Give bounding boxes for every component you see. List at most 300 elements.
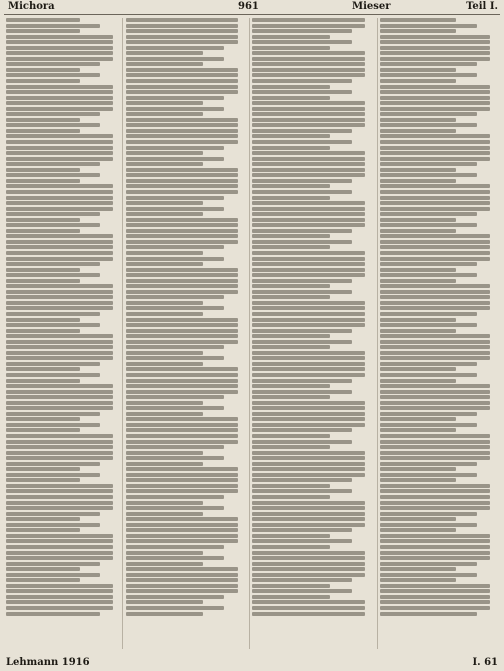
entry-line-placeholder	[252, 223, 365, 227]
entry-line-placeholder	[380, 295, 490, 299]
entry-line-placeholder	[6, 495, 113, 499]
entry-line-placeholder	[252, 18, 365, 22]
entry-line-placeholder	[252, 168, 365, 172]
entry-line-placeholder	[252, 212, 365, 216]
entry-line-placeholder	[6, 223, 100, 227]
entry-line-placeholder	[6, 279, 80, 283]
entry-line-placeholder	[252, 262, 365, 266]
entry-line-placeholder	[126, 595, 224, 599]
entry-line-placeholder	[380, 478, 456, 482]
entry-column-2	[126, 18, 246, 649]
entry-line-placeholder	[126, 334, 238, 338]
entry-line-placeholder	[126, 534, 238, 538]
entry-line-placeholder	[6, 595, 113, 599]
entry-line-placeholder	[252, 190, 352, 194]
entry-line-placeholder	[126, 445, 224, 449]
entry-line-placeholder	[126, 362, 203, 366]
entry-line-placeholder	[380, 456, 490, 460]
entry-line-placeholder	[126, 168, 238, 172]
entry-line-placeholder	[252, 351, 365, 355]
entry-line-placeholder	[126, 40, 238, 44]
entry-line-placeholder	[380, 612, 477, 616]
entry-line-placeholder	[126, 140, 238, 144]
entry-line-placeholder	[380, 595, 490, 599]
entry-line-placeholder	[126, 379, 238, 383]
entry-line-placeholder	[6, 123, 100, 127]
entry-line-placeholder	[6, 473, 100, 477]
entry-line-placeholder	[126, 584, 238, 588]
entry-line-placeholder	[380, 451, 490, 455]
entry-line-placeholder	[126, 18, 238, 22]
entry-line-placeholder	[252, 201, 365, 205]
entry-line-placeholder	[6, 68, 80, 72]
entry-line-placeholder	[380, 379, 456, 383]
entry-line-placeholder	[126, 312, 203, 316]
entry-line-placeholder	[126, 257, 224, 261]
header-left-word: Michora	[8, 1, 55, 12]
entry-line-placeholder	[252, 600, 365, 604]
entry-line-placeholder	[380, 334, 490, 338]
entry-line-placeholder	[252, 556, 365, 560]
entry-line-placeholder	[252, 318, 365, 322]
entry-line-placeholder	[126, 24, 238, 28]
entry-line-placeholder	[380, 123, 477, 127]
entry-line-placeholder	[126, 451, 203, 455]
entry-line-placeholder	[380, 229, 456, 233]
entry-line-placeholder	[126, 184, 238, 188]
entry-line-placeholder	[252, 273, 365, 277]
entry-line-placeholder	[6, 318, 80, 322]
entry-line-placeholder	[6, 218, 80, 222]
entry-line-placeholder	[252, 440, 352, 444]
entry-line-placeholder	[126, 606, 224, 610]
entry-line-placeholder	[126, 212, 203, 216]
header-rule	[4, 14, 500, 15]
entry-line-placeholder	[380, 262, 477, 266]
entry-line-placeholder	[6, 528, 80, 532]
entry-line-placeholder	[252, 567, 365, 571]
entry-line-placeholder	[6, 367, 80, 371]
entry-line-placeholder	[380, 212, 477, 216]
entry-line-placeholder	[380, 35, 490, 39]
entry-line-placeholder	[252, 362, 365, 366]
entry-line-placeholder	[6, 295, 113, 299]
entry-line-placeholder	[6, 551, 113, 555]
entry-line-placeholder	[126, 390, 238, 394]
entry-line-placeholder	[380, 40, 490, 44]
entry-line-placeholder	[126, 96, 224, 100]
entry-line-placeholder	[380, 512, 477, 516]
entry-line-placeholder	[252, 162, 365, 166]
entry-line-placeholder	[380, 190, 490, 194]
entry-line-placeholder	[6, 79, 80, 83]
entry-line-placeholder	[6, 107, 113, 111]
entry-column-3	[252, 18, 374, 649]
entry-line-placeholder	[252, 184, 330, 188]
page-number: 961	[238, 1, 259, 12]
entry-line-placeholder	[6, 417, 80, 421]
entry-line-placeholder	[126, 162, 203, 166]
entry-line-placeholder	[6, 101, 113, 105]
entry-line-placeholder	[380, 589, 490, 593]
entry-line-placeholder	[6, 556, 113, 560]
entry-line-placeholder	[252, 24, 365, 28]
entry-line-placeholder	[126, 134, 238, 138]
entry-line-placeholder	[380, 79, 456, 83]
entry-line-placeholder	[126, 356, 224, 360]
entry-line-placeholder	[380, 484, 490, 488]
entry-line-placeholder	[6, 534, 113, 538]
entry-line-placeholder	[126, 79, 238, 83]
entry-line-placeholder	[252, 478, 352, 482]
entry-line-placeholder	[380, 306, 490, 310]
entry-line-placeholder	[252, 329, 352, 333]
entry-line-placeholder	[126, 173, 238, 177]
entry-line-placeholder	[126, 35, 238, 39]
entry-line-placeholder	[252, 395, 330, 399]
entry-line-placeholder	[380, 62, 477, 66]
entry-line-placeholder	[252, 323, 365, 327]
entry-line-placeholder	[252, 406, 365, 410]
entry-line-placeholder	[252, 57, 365, 61]
entry-line-placeholder	[126, 523, 238, 527]
entry-line-placeholder	[380, 68, 456, 72]
entry-line-placeholder	[380, 517, 456, 521]
entry-line-placeholder	[6, 517, 80, 521]
entry-line-placeholder	[380, 51, 490, 55]
entry-line-placeholder	[380, 240, 490, 244]
entry-line-placeholder	[380, 539, 490, 543]
entry-line-placeholder	[252, 462, 365, 466]
entry-line-placeholder	[6, 140, 113, 144]
entry-line-placeholder	[252, 101, 365, 105]
entry-line-placeholder	[252, 68, 365, 72]
entry-line-placeholder	[252, 417, 365, 421]
entry-line-placeholder	[380, 257, 490, 261]
entry-line-placeholder	[380, 301, 490, 305]
entry-line-placeholder	[380, 367, 456, 371]
entry-line-placeholder	[252, 428, 352, 432]
entry-line-placeholder	[252, 384, 330, 388]
entry-line-placeholder	[6, 600, 113, 604]
entry-line-placeholder	[380, 329, 456, 333]
entry-line-placeholder	[252, 51, 365, 55]
entry-line-placeholder	[126, 351, 203, 355]
entry-line-placeholder	[252, 573, 365, 577]
entry-line-placeholder	[6, 406, 113, 410]
entry-line-placeholder	[380, 567, 456, 571]
entry-line-placeholder	[380, 606, 490, 610]
entry-line-placeholder	[126, 456, 224, 460]
entry-line-placeholder	[6, 323, 100, 327]
entry-line-placeholder	[252, 134, 330, 138]
entry-line-placeholder	[126, 251, 203, 255]
entry-line-placeholder	[126, 600, 203, 604]
header-center-word: Mieser	[352, 1, 391, 12]
entry-line-placeholder	[6, 57, 113, 61]
entry-line-placeholder	[126, 329, 238, 333]
entry-line-placeholder	[252, 612, 365, 616]
entry-line-placeholder	[252, 356, 365, 360]
entry-line-placeholder	[126, 489, 238, 493]
entry-line-placeholder	[380, 140, 490, 144]
entry-line-placeholder	[252, 179, 352, 183]
entry-line-placeholder	[252, 234, 330, 238]
entry-line-placeholder	[380, 290, 490, 294]
entry-line-placeholder	[6, 173, 100, 177]
entry-line-placeholder	[6, 207, 113, 211]
entry-line-placeholder	[6, 456, 113, 460]
entry-line-placeholder	[6, 229, 80, 233]
entry-line-placeholder	[252, 140, 352, 144]
entry-line-placeholder	[380, 562, 477, 566]
entry-line-placeholder	[252, 96, 330, 100]
entry-line-placeholder	[380, 24, 477, 28]
entry-line-placeholder	[252, 445, 330, 449]
entry-line-placeholder	[126, 279, 238, 283]
entry-line-placeholder	[252, 251, 365, 255]
entry-line-placeholder	[6, 395, 113, 399]
entry-line-placeholder	[380, 251, 490, 255]
entry-line-placeholder	[6, 567, 80, 571]
entry-line-placeholder	[380, 101, 490, 105]
entry-line-placeholder	[6, 184, 113, 188]
entry-line-placeholder	[6, 340, 113, 344]
entry-line-placeholder	[126, 129, 238, 133]
entry-line-placeholder	[126, 373, 238, 377]
entry-line-placeholder	[380, 218, 456, 222]
entry-line-placeholder	[380, 323, 477, 327]
entry-line-placeholder	[380, 90, 490, 94]
entry-line-placeholder	[6, 257, 113, 261]
entry-line-placeholder	[252, 434, 330, 438]
entry-line-placeholder	[6, 351, 113, 355]
entry-line-placeholder	[252, 279, 352, 283]
entry-line-placeholder	[380, 373, 477, 377]
entry-line-placeholder	[252, 29, 352, 33]
entry-line-placeholder	[252, 484, 330, 488]
entry-line-placeholder	[380, 395, 490, 399]
entry-line-placeholder	[126, 401, 203, 405]
entry-line-placeholder	[126, 423, 238, 427]
entry-line-placeholder	[126, 434, 238, 438]
entry-line-placeholder	[6, 401, 113, 405]
entry-line-placeholder	[380, 201, 490, 205]
entry-line-placeholder	[6, 379, 80, 383]
entry-line-placeholder	[380, 534, 490, 538]
entry-line-placeholder	[6, 146, 113, 150]
entry-line-placeholder	[6, 290, 113, 294]
entry-line-placeholder	[126, 318, 238, 322]
entry-line-placeholder	[252, 345, 330, 349]
entry-line-placeholder	[380, 489, 490, 493]
entry-line-placeholder	[126, 501, 203, 505]
entry-line-placeholder	[252, 40, 352, 44]
entry-line-placeholder	[126, 268, 238, 272]
entry-line-placeholder	[126, 517, 238, 521]
entry-line-placeholder	[252, 301, 365, 305]
entry-line-placeholder	[252, 35, 330, 39]
entry-line-placeholder	[6, 251, 113, 255]
entry-line-placeholder	[6, 584, 113, 588]
column-divider	[377, 18, 378, 649]
entry-line-placeholder	[6, 545, 113, 549]
entry-line-placeholder	[126, 29, 238, 33]
entry-line-placeholder	[380, 57, 490, 61]
entry-line-placeholder	[6, 423, 100, 427]
entry-line-placeholder	[126, 90, 238, 94]
entry-line-placeholder	[6, 428, 80, 432]
entry-line-placeholder	[252, 379, 352, 383]
entry-line-placeholder	[252, 473, 365, 477]
entry-line-placeholder	[380, 362, 477, 366]
entry-line-placeholder	[252, 340, 352, 344]
entry-line-placeholder	[252, 245, 330, 249]
entry-line-placeholder	[126, 240, 238, 244]
part-label: Teil I.	[466, 1, 498, 12]
entry-line-placeholder	[380, 157, 490, 161]
entry-line-placeholder	[6, 262, 100, 266]
entry-line-placeholder	[6, 96, 113, 100]
entry-line-placeholder	[6, 151, 113, 155]
entry-line-placeholder	[6, 157, 113, 161]
entry-line-placeholder	[126, 295, 224, 299]
footer-left-mark: Lehmann 1916	[6, 657, 90, 668]
entry-line-placeholder	[252, 451, 365, 455]
entry-line-placeholder	[380, 96, 490, 100]
entry-line-placeholder	[126, 73, 238, 77]
entry-line-placeholder	[6, 46, 113, 50]
entry-line-placeholder	[380, 351, 490, 355]
entry-line-placeholder	[380, 578, 456, 582]
entry-line-placeholder	[380, 428, 456, 432]
entry-line-placeholder	[380, 18, 456, 22]
entry-line-placeholder	[6, 384, 113, 388]
entry-line-placeholder	[6, 306, 113, 310]
entry-line-placeholder	[380, 556, 490, 560]
entry-line-placeholder	[380, 440, 490, 444]
entry-line-placeholder	[252, 578, 352, 582]
entry-line-placeholder	[126, 545, 224, 549]
entry-line-placeholder	[252, 506, 365, 510]
entry-line-placeholder	[126, 384, 238, 388]
entry-line-placeholder	[252, 295, 330, 299]
entry-line-placeholder	[380, 417, 456, 421]
entry-line-placeholder	[380, 473, 477, 477]
entry-line-placeholder	[126, 512, 203, 516]
entry-line-placeholder	[252, 112, 365, 116]
entry-line-placeholder	[380, 523, 477, 527]
entry-line-placeholder	[6, 312, 100, 316]
entry-line-placeholder	[126, 284, 238, 288]
entry-line-placeholder	[380, 112, 477, 116]
entry-line-placeholder	[380, 162, 477, 166]
entry-line-placeholder	[380, 445, 490, 449]
entry-line-placeholder	[126, 262, 203, 266]
entry-line-placeholder	[380, 151, 490, 155]
entry-line-placeholder	[380, 423, 477, 427]
entry-line-placeholder	[252, 123, 365, 127]
entry-line-placeholder	[6, 478, 80, 482]
entry-line-placeholder	[6, 467, 80, 471]
entry-line-placeholder	[380, 401, 490, 405]
entry-line-placeholder	[380, 207, 490, 211]
entry-line-placeholder	[126, 68, 238, 72]
entry-line-placeholder	[252, 290, 352, 294]
entry-line-placeholder	[6, 562, 100, 566]
entry-line-placeholder	[126, 506, 224, 510]
footer-right-mark: I. 61	[472, 657, 498, 668]
entry-line-placeholder	[252, 312, 365, 316]
entry-line-placeholder	[252, 107, 365, 111]
entry-line-placeholder	[252, 129, 352, 133]
entry-line-placeholder	[380, 312, 477, 316]
entry-line-placeholder	[126, 412, 203, 416]
entry-line-placeholder	[126, 223, 238, 227]
entry-line-placeholder	[6, 162, 100, 166]
entry-line-placeholder	[380, 551, 490, 555]
entry-line-placeholder	[6, 73, 100, 77]
entry-line-placeholder	[6, 573, 100, 577]
entry-line-placeholder	[126, 406, 224, 410]
entry-line-placeholder	[252, 367, 365, 371]
entry-line-placeholder	[6, 51, 113, 55]
entry-line-placeholder	[6, 390, 113, 394]
entry-line-placeholder	[126, 306, 224, 310]
entry-line-placeholder	[126, 201, 203, 205]
entry-line-placeholder	[380, 196, 490, 200]
entry-line-placeholder	[126, 539, 238, 543]
entry-line-placeholder	[252, 334, 330, 338]
entry-line-placeholder	[252, 373, 365, 377]
entry-line-placeholder	[6, 24, 100, 28]
entry-line-placeholder	[252, 90, 352, 94]
entry-line-placeholder	[252, 268, 365, 272]
entry-line-placeholder	[6, 589, 113, 593]
entry-line-placeholder	[380, 284, 490, 288]
entry-line-placeholder	[126, 151, 203, 155]
entry-line-placeholder	[126, 146, 224, 150]
entry-line-placeholder	[126, 578, 238, 582]
entry-line-placeholder	[126, 46, 224, 50]
entry-line-placeholder	[126, 440, 238, 444]
entry-line-placeholder	[252, 584, 330, 588]
entry-line-placeholder	[6, 334, 113, 338]
entry-line-placeholder	[252, 495, 330, 499]
entry-line-placeholder	[380, 573, 477, 577]
column-divider	[249, 18, 250, 649]
entry-line-placeholder	[6, 434, 113, 438]
entry-line-placeholder	[252, 62, 365, 66]
entry-line-placeholder	[252, 401, 365, 405]
entry-line-placeholder	[126, 473, 238, 477]
entry-line-placeholder	[380, 234, 490, 238]
entry-line-placeholder	[6, 85, 113, 89]
entry-line-placeholder	[126, 123, 238, 127]
entry-line-placeholder	[6, 118, 80, 122]
entry-line-placeholder	[6, 29, 80, 33]
entry-line-placeholder	[6, 451, 113, 455]
entry-line-placeholder	[380, 29, 456, 33]
entry-line-placeholder	[380, 146, 490, 150]
entry-line-placeholder	[252, 523, 365, 527]
entry-line-placeholder	[252, 423, 365, 427]
entry-line-placeholder	[6, 234, 113, 238]
entry-line-placeholder	[126, 528, 238, 532]
entry-line-placeholder	[380, 279, 456, 283]
entry-line-placeholder	[380, 46, 490, 50]
entry-line-placeholder	[252, 589, 352, 593]
